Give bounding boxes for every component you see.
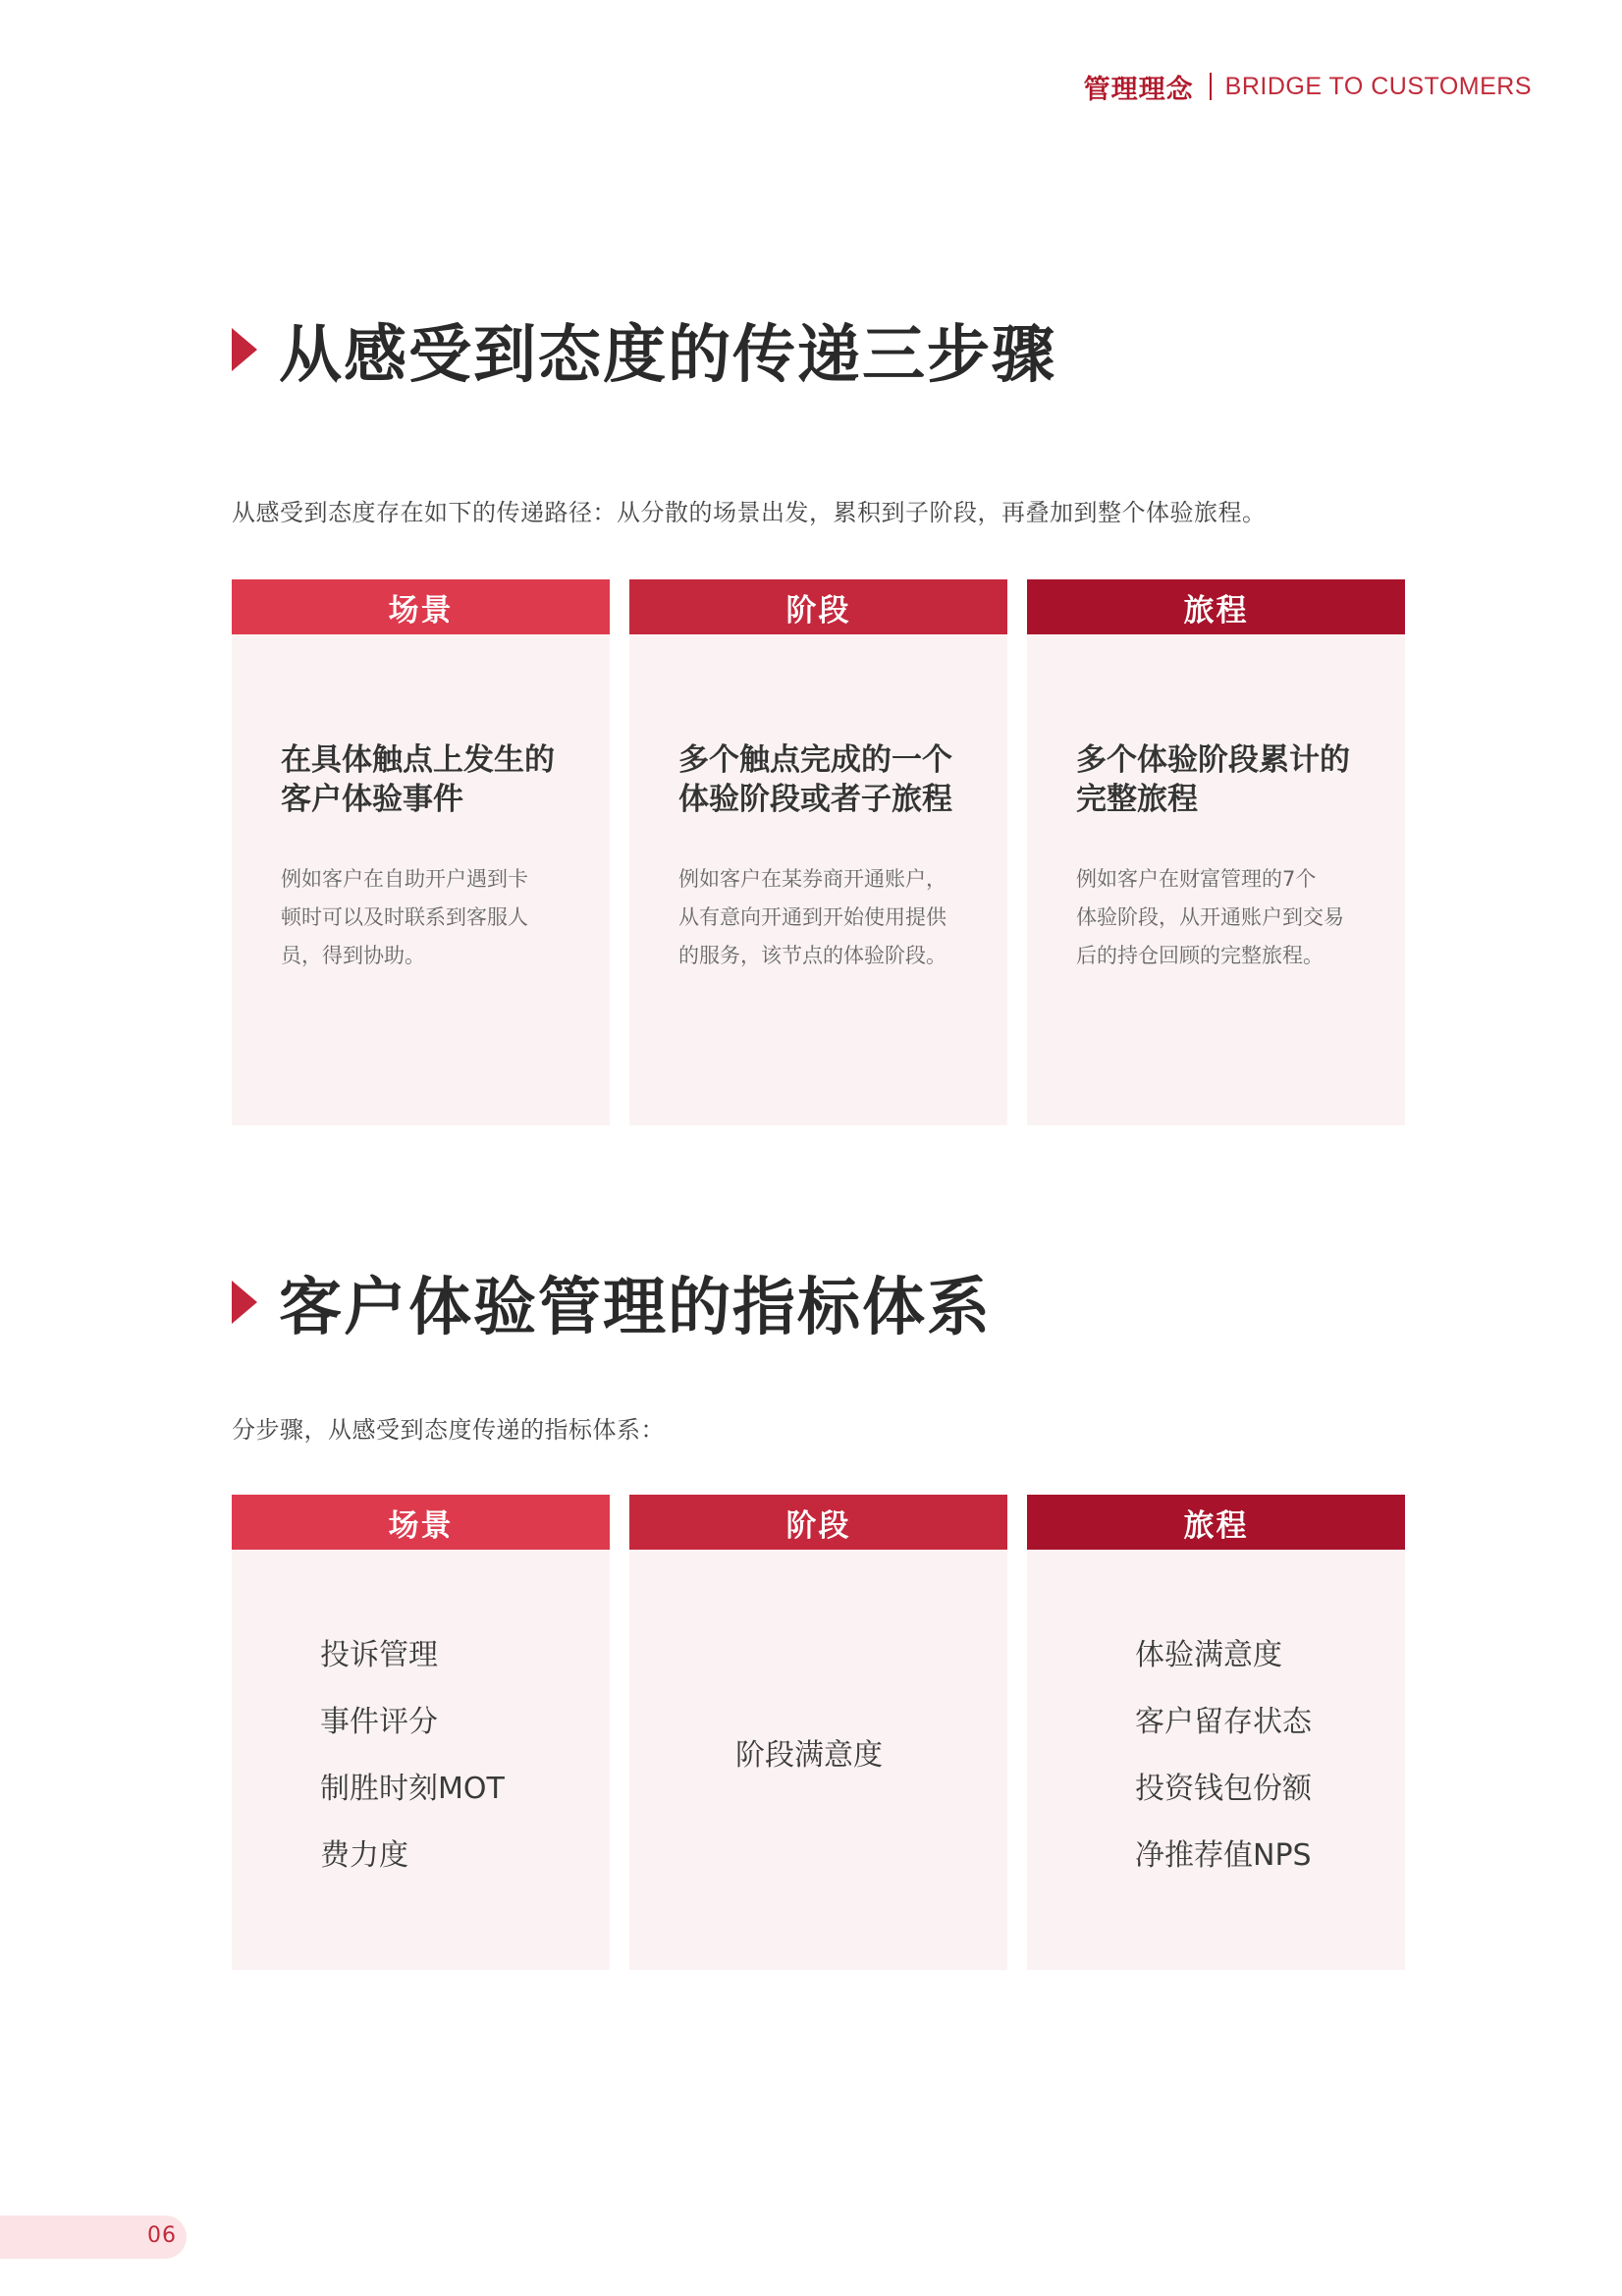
metric-card-scene bbox=[232, 1495, 610, 1970]
page-header bbox=[1084, 67, 1532, 106]
card-header: 阶段 bbox=[629, 1495, 1007, 1550]
metric-item: 阶段满意度 bbox=[735, 1738, 883, 1773]
card-description: 例如客户在某券商开通账户， 从有意向开通到开始使用提供 的服务，该节点的体验阶段。 bbox=[678, 867, 946, 967]
card-title: 在具体触点上发生的 客户体验事件 bbox=[281, 742, 555, 817]
metric-item: 事件评分 bbox=[320, 1705, 438, 1739]
section2-intro: 分步骤，从感受到态度传递的指标体系： bbox=[232, 1416, 665, 1444]
card-title: 多个体验阶段累计的 完整旅程 bbox=[1076, 742, 1350, 817]
card-description: 例如客户在自助开户遇到卡 顿时可以及时联系到客服人 员，得到协助。 bbox=[281, 867, 528, 967]
section1-heading bbox=[232, 304, 1056, 395]
section1-intro: 从感受到态度存在如下的传递路径：从分散的场景出发，累积到子阶段，再叠加到整个体验旅程。 bbox=[232, 499, 1267, 526]
metric-item: 体验满意度 bbox=[1135, 1638, 1282, 1672]
metric-list bbox=[735, 1736, 883, 1803]
card-scene bbox=[232, 579, 610, 1125]
card-header: 旅程 bbox=[1027, 1495, 1405, 1550]
section2-title: 客户体验管理的指标体系 bbox=[279, 1272, 992, 1344]
triangle-bullet-icon bbox=[232, 1281, 257, 1324]
metric-card-journey bbox=[1027, 1495, 1405, 1970]
metric-item: 制胜时刻MOT bbox=[320, 1772, 505, 1806]
triangle-bullet-icon bbox=[232, 328, 257, 371]
metric-item: 净推荐值NPS bbox=[1135, 1838, 1312, 1873]
section1-cards bbox=[232, 579, 1410, 1125]
section2-cards bbox=[232, 1495, 1410, 1970]
header-title: 管理理念 bbox=[1083, 74, 1194, 105]
metric-card-stage bbox=[629, 1495, 1007, 1970]
card-journey bbox=[1027, 579, 1405, 1125]
header-subtitle: BRIDGE TO CUSTOMERS bbox=[1224, 72, 1532, 100]
card-header: 阶段 bbox=[629, 579, 1007, 634]
metric-item: 投资钱包份额 bbox=[1135, 1772, 1312, 1806]
card-title: 多个触点完成的一个 体验阶段或者子旅程 bbox=[678, 742, 952, 817]
card-header: 旅程 bbox=[1027, 579, 1405, 634]
section1-title: 从感受到态度的传递三步骤 bbox=[279, 319, 1056, 392]
section2-heading bbox=[232, 1257, 992, 1347]
page-number: 06 bbox=[147, 2223, 177, 2248]
metric-item: 投诉管理 bbox=[320, 1638, 438, 1672]
metric-list bbox=[320, 1636, 505, 1903]
header-divider bbox=[1210, 73, 1212, 100]
card-header: 场景 bbox=[232, 579, 610, 634]
metric-list bbox=[1135, 1636, 1312, 1903]
card-stage bbox=[629, 579, 1007, 1125]
card-description: 例如客户在财富管理的7个 体验阶段，从开通账户到交易 后的持仓回顾的完整旅程。 bbox=[1076, 867, 1344, 967]
metric-item: 费力度 bbox=[320, 1838, 408, 1873]
card-header: 场景 bbox=[232, 1495, 610, 1550]
metric-item: 客户留存状态 bbox=[1135, 1705, 1312, 1739]
